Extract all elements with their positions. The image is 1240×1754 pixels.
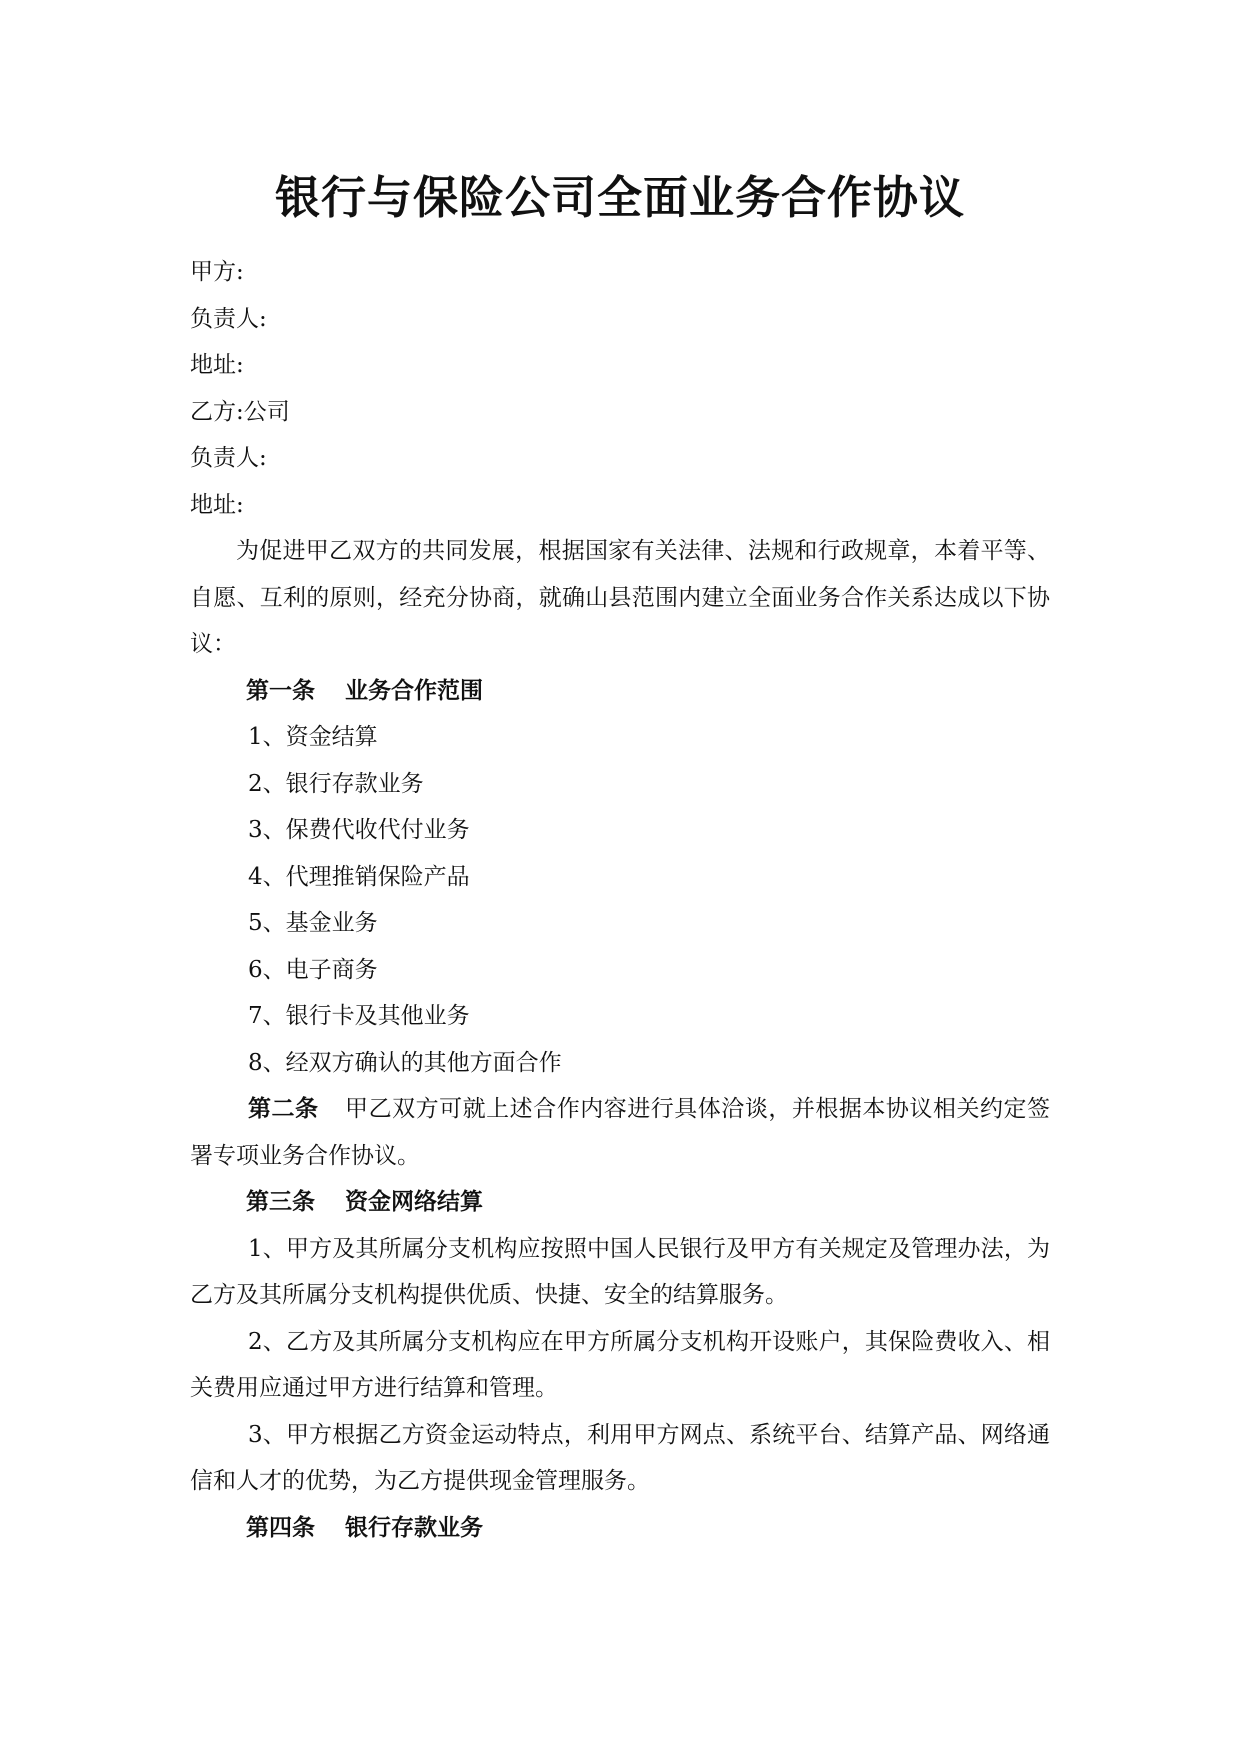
article-3-paragraph: 3、甲方根据乙方资金运动特点，利用甲方网点、系统平台、结算产品、网络通信和人才的优势，为乙方提供现金管理服务。 (190, 1421, 1050, 1494)
article-4-heading (190, 1505, 1050, 1552)
article-1-label: 第一条 (246, 677, 315, 704)
article-1-item: 5、基金业务 (248, 910, 378, 936)
article-1-item: 4、代理推销保险产品 (248, 863, 470, 890)
party-a-head-line: 负责人: (190, 305, 267, 332)
article-4-title: 银行存款业务 (345, 1514, 483, 1541)
article-3-title: 资金网络结算 (345, 1189, 483, 1215)
article-1-item: 1、资金结算 (248, 724, 378, 750)
document-title: 银行与保险公司全面业务合作协议 (274, 171, 965, 224)
article-3-label: 第三条 (246, 1189, 315, 1215)
article-4-label: 第四条 (246, 1514, 315, 1541)
party-a-line: 甲方: (190, 259, 244, 285)
article-2-text: 甲乙双方可就上述合作内容进行具体洽谈，并根据本协议相关约定签署专项业务合作协议。 (190, 1096, 1051, 1169)
article-1-item: 6、电子商务 (248, 956, 378, 983)
party-b-head-line: 负责人: (190, 445, 267, 471)
article-1-item: 3、保费代收代付业务 (248, 817, 470, 843)
article-3-paragraph: 2、乙方及其所属分支机构应在甲方所属分支机构开设账户，其保险费收入、相关费用应通过甲方进行结算和管理。 (190, 1328, 1050, 1401)
article-1-item: 7、银行卡及其他业务 (248, 1003, 470, 1029)
article-1-heading (190, 668, 1050, 715)
article-1-title: 业务合作范围 (345, 677, 483, 704)
article-1-item: 8、经双方确认的其他方面合作 (248, 1049, 562, 1076)
article-3-paragraph: 1、甲方及其所属分支机构应按照中国人民银行及甲方有关规定及管理办法，为乙方及其所属分支机构提供优质、快捷、安全的结算服务。 (190, 1235, 1050, 1308)
party-b-line: 乙方:公司 (190, 398, 290, 425)
document-body (190, 249, 1050, 1551)
preamble-paragraph: 为促进甲乙双方的共同发展，根据国家有关法律、法规和行政规章，本着平等、自愿、互利的原则，经充分协商，就确山县范围内建立全面业务合作关系达成以下协议： (190, 538, 1050, 657)
article-1-item: 2、银行存款业务 (248, 770, 424, 797)
article-2-label: 第二条 (248, 1096, 319, 1122)
party-a-address-line: 地址: (190, 352, 244, 378)
party-b-address-line: 地址: (190, 491, 244, 518)
article-3-heading (190, 1179, 1050, 1226)
article-2-paragraph (190, 1086, 1050, 1179)
